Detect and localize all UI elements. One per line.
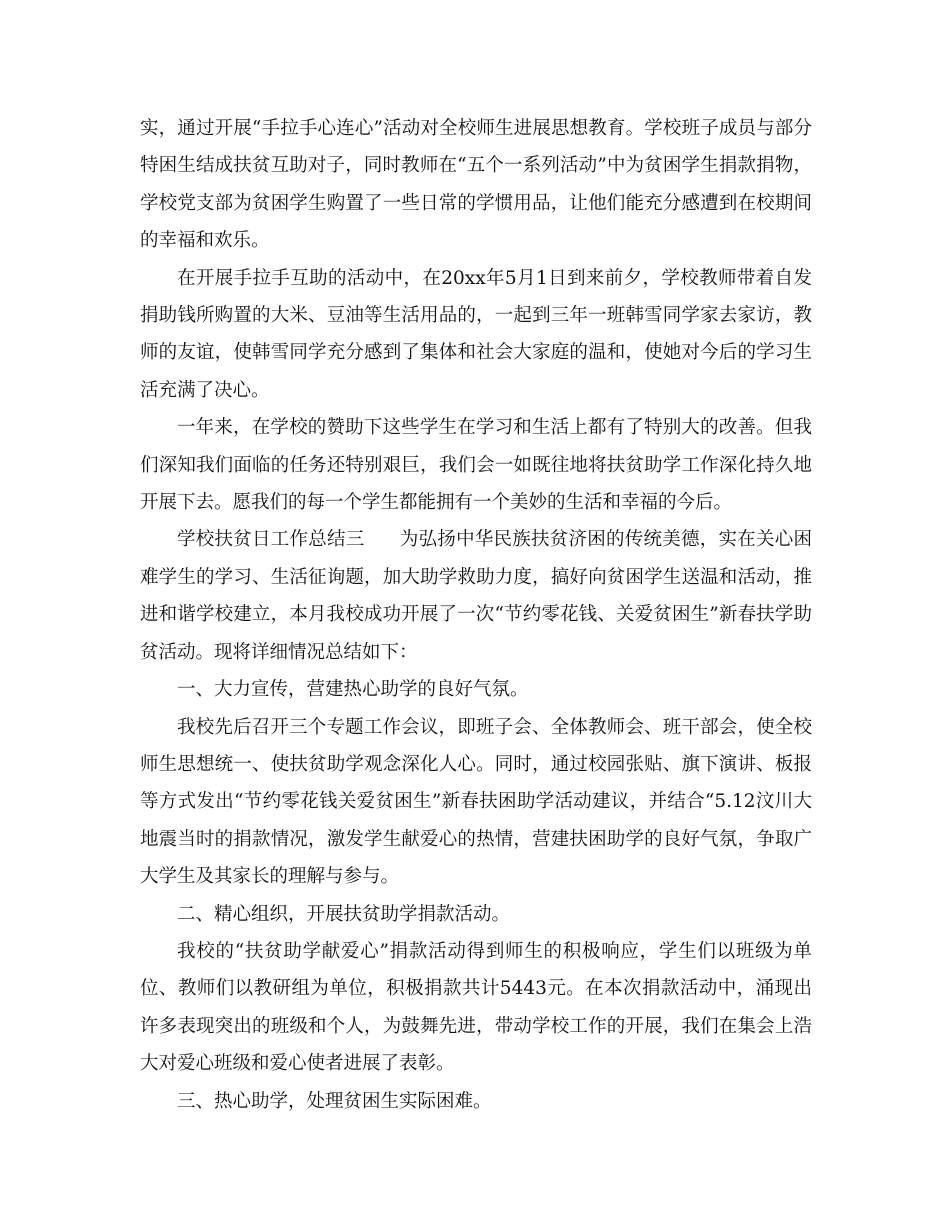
document-body [140,110,812,1120]
subheading: 三、热心助学，处理贫困生实际困难。 [177,1090,492,1112]
paragraph-text: 为弘扬中华民族扶贫济困的传统美德，实在关心困难学生的学习、生活征询题，加大助学救助力度，搞好向贫困学生送温和活动，推进和谐学校建立，本月我校成功开展了一次“节约零花钱、关爱贫困生”新春扶学助贫活动。现将详细情况总结如下： [140,529,812,663]
section-heading: 学校扶贫日工作总结三 [177,529,365,551]
paragraph: 我校先后召开三个专题工作会议，即班子会、全体教师会、班干部会，使全校师生思想统一、使扶贫助学观念深化人心。同时，通过校园张贴、旗下演讲、板报等方式发出“节约零花钱关爱贫困生”新春扶困助学活动建议，并结合“5.12汶川大地震当时的捐款情况，激发学生献爱心的热情，营建扶困助学的良好气氛，争取广大学生及其家长的理解与参与。 [140,716,812,888]
paragraph: 我校的“扶贫助学献爱心”捐款活动得到师生的积极响应，学生们以班级为单位、教师们以教研组为单位，积极捐款共计5443元。在本次捐款活动中，涌现出许多表现突出的班级和个人，为鼓舞先进，带动学校工作的开展，我们在集会上浩大对爱心班级和爱心使者进展了表彰。 [140,940,812,1075]
paragraph [140,521,812,671]
subheading: 一、大力宣传，营建热心助学的良好气氛。 [177,679,529,701]
paragraph: 一年来，在学校的赞助下这些学生在学习和生活上都有了特别大的改善。但我们深知我们面临的任务还特别艰巨，我们会一如既往地将扶贫助学工作深化持久地开展下去。愿我们的每一个学生都能拥有一个美妙的生活和幸福的今后。 [140,417,812,514]
subheading: 二、精心组织，开展扶贫助学捐款活动。 [177,903,511,925]
paragraph: 实，通过开展“手拉手心连心”活动对全校师生进展思想教育。学校班子成员与部分特困生结成扶贫互助对子，同时教师在“五个一系列活动”中为贫困学生捐款捐物，学校党支部为贫困学生购置了一些日常的学惯用品，让他们能充分感遭到在校期间的幸福和欢乐。 [140,118,812,252]
paragraph: 在开展手拉手互助的活动中，在20xx年5月1日到来前夕，学校教师带着自发捐助钱所购置的大米、豆油等生活用品的，一起到三年一班韩雪同学家去家访，教师的友谊，使韩雪同学充分感到了集体和社会大家庭的温和，使她对今后的学习生活充满了决心。 [140,267,812,401]
